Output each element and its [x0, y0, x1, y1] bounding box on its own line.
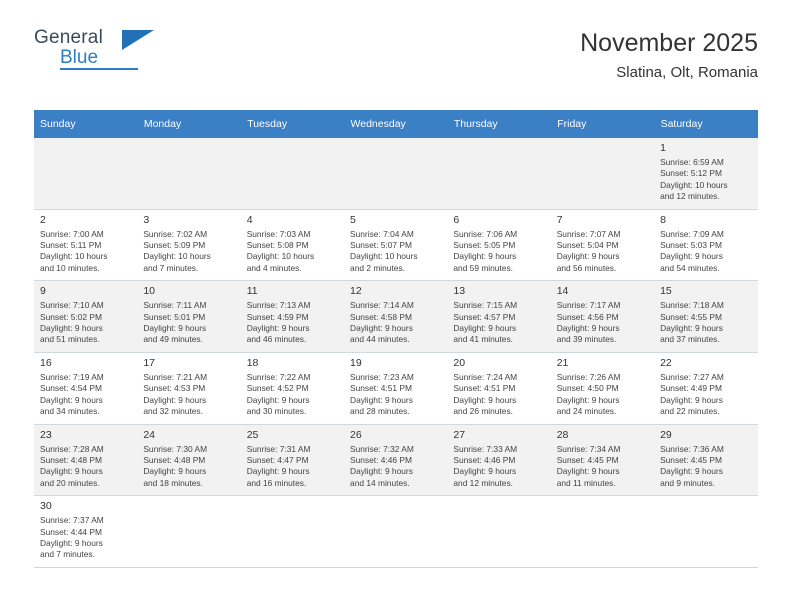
day-daylight2-text: and 12 minutes. [660, 191, 720, 202]
day-sunrise-text: Sunrise: 7:15 AM [453, 300, 518, 311]
day-sunset-text: Sunset: 4:51 PM [453, 383, 516, 394]
day-daylight2-text: and 54 minutes. [660, 262, 720, 273]
day-number: 26 [350, 428, 362, 441]
day-sunrise-text: Sunrise: 7:07 AM [556, 228, 621, 239]
day-daylight2-text: and 7 minutes. [40, 549, 95, 560]
day-daylight1-text: Daylight: 9 hours [40, 537, 103, 548]
calendar-day-cell [34, 209, 137, 281]
calendar-body [34, 138, 758, 567]
day-sunrise-text: Sunrise: 7:17 AM [556, 300, 621, 311]
day-sunrise-text: Sunrise: 7:30 AM [143, 443, 208, 454]
day-sunrise-text: Sunrise: 7:37 AM [40, 515, 104, 526]
calendar-day-cell [344, 209, 447, 281]
day-sunrise-text: Sunrise: 7:33 AM [453, 443, 518, 454]
logo-triangle-icon [122, 30, 154, 50]
day-sunset-text: Sunset: 4:48 PM [143, 454, 206, 465]
day-sunrise-text: Sunrise: 6:59 AM [660, 157, 724, 167]
calendar-day-cell [447, 209, 550, 281]
day-sunrise-text: Sunrise: 7:11 AM [143, 300, 207, 311]
day-daylight1-text: Daylight: 9 hours [246, 466, 310, 477]
day-number: 11 [246, 285, 258, 298]
day-daylight1-text: Daylight: 9 hours [453, 323, 517, 334]
day-daylight1-text: Daylight: 9 hours [350, 394, 413, 405]
calendar-cell-empty [241, 138, 344, 209]
day-sunrise-text: Sunrise: 7:26 AM [556, 371, 621, 382]
calendar-cell-empty [241, 496, 344, 568]
calendar-day-cell [447, 424, 550, 496]
day-number: 7 [556, 213, 563, 226]
calendar-week-row [34, 424, 758, 496]
day-daylight2-text: and 34 minutes. [40, 406, 100, 417]
calendar-cell-empty [551, 496, 654, 568]
day-number: 20 [453, 356, 466, 369]
calendar-cell-empty [551, 138, 654, 209]
day-number: 17 [143, 356, 156, 369]
calendar-table [34, 110, 758, 568]
calendar-cell-empty [137, 138, 240, 209]
calendar-cell-empty [34, 138, 137, 209]
day-number: 29 [660, 428, 672, 441]
day-number: 27 [453, 428, 466, 441]
day-number: 21 [556, 356, 569, 369]
day-sunrise-text: Sunrise: 7:02 AM [143, 228, 208, 239]
day-daylight1-text: Daylight: 9 hours [556, 323, 620, 334]
page-header [34, 0, 758, 96]
day-sunset-text: Sunset: 5:09 PM [143, 240, 206, 251]
day-sunrise-text: Sunrise: 7:36 AM [660, 443, 724, 454]
calendar-day-cell [241, 281, 344, 353]
day-sunrise-text: Sunrise: 7:34 AM [556, 443, 621, 454]
day-daylight1-text: Daylight: 9 hours [660, 323, 723, 334]
calendar-day-cell [551, 209, 654, 281]
calendar-day-cell [654, 138, 757, 209]
day-number: 28 [556, 428, 569, 441]
calendar-day-cell [34, 424, 137, 496]
day-daylight2-text: and 59 minutes. [453, 262, 513, 273]
day-sunrise-text: Sunrise: 7:14 AM [350, 300, 414, 311]
day-daylight2-text: and 11 minutes. [556, 477, 616, 488]
calendar-day-cell [344, 424, 447, 496]
day-sunset-text: Sunset: 5:08 PM [246, 240, 309, 251]
calendar-day-cell [344, 281, 447, 353]
day-number: 6 [453, 213, 460, 226]
weekday-header-row [34, 110, 758, 138]
calendar-week-row [34, 352, 758, 424]
day-daylight2-text: and 18 minutes. [143, 477, 203, 488]
day-daylight1-text: Daylight: 9 hours [350, 323, 413, 334]
day-daylight1-text: Daylight: 10 hours [40, 251, 108, 262]
day-sunrise-text: Sunrise: 7:18 AM [660, 300, 724, 311]
day-number: 3 [143, 213, 150, 226]
day-daylight2-text: and 20 minutes. [40, 477, 100, 488]
day-number: 22 [660, 356, 672, 369]
day-sunrise-text: Sunrise: 7:00 AM [40, 228, 104, 239]
day-daylight2-text: and 4 minutes. [246, 262, 302, 273]
day-daylight1-text: Daylight: 9 hours [246, 394, 310, 405]
day-daylight1-text: Daylight: 9 hours [660, 251, 723, 262]
calendar-cell-empty [137, 496, 240, 568]
day-daylight1-text: Daylight: 9 hours [556, 394, 620, 405]
day-daylight1-text: Daylight: 10 hours [350, 251, 418, 262]
calendar-day-cell [344, 352, 447, 424]
calendar-week-row [34, 496, 758, 568]
day-daylight1-text: Daylight: 9 hours [246, 323, 310, 334]
day-sunset-text: Sunset: 4:50 PM [556, 383, 619, 394]
day-daylight2-text: and 10 minutes. [40, 262, 100, 273]
day-daylight1-text: Daylight: 10 hours [660, 179, 728, 190]
day-number: 9 [40, 285, 46, 298]
calendar-day-cell [137, 424, 240, 496]
day-sunrise-text: Sunrise: 7:10 AM [40, 300, 104, 311]
page-subtitle: Slatina, Olt, Romania [616, 64, 758, 81]
day-daylight1-text: Daylight: 10 hours [143, 251, 211, 262]
calendar-cell-empty [447, 496, 550, 568]
calendar-day-cell [241, 424, 344, 496]
day-daylight2-text: and 37 minutes. [660, 334, 720, 345]
calendar-week-row [34, 138, 758, 209]
day-number: 25 [246, 428, 259, 441]
day-daylight2-text: and 7 minutes. [143, 262, 199, 273]
day-daylight2-text: and 14 minutes. [350, 477, 410, 488]
day-sunset-text: Sunset: 5:05 PM [453, 240, 516, 251]
calendar-day-cell [447, 281, 550, 353]
calendar-day-cell [654, 209, 757, 281]
day-number: 13 [453, 285, 466, 298]
calendar-week-row [34, 281, 758, 353]
day-daylight1-text: Daylight: 9 hours [660, 394, 723, 405]
day-sunset-text: Sunset: 5:01 PM [143, 311, 206, 322]
day-daylight2-text: and 22 minutes. [660, 406, 720, 417]
weekday-monday: Monday [137, 110, 240, 138]
calendar-day-cell [551, 424, 654, 496]
day-number: 5 [350, 213, 356, 226]
calendar-week-row [34, 209, 758, 281]
day-daylight1-text: Daylight: 9 hours [143, 323, 207, 334]
day-sunset-text: Sunset: 4:58 PM [350, 311, 412, 322]
day-sunset-text: Sunset: 4:47 PM [246, 454, 309, 465]
day-number: 4 [246, 213, 253, 226]
title-block [580, 28, 758, 84]
day-daylight1-text: Daylight: 9 hours [40, 323, 103, 334]
calendar-day-cell [551, 281, 654, 353]
weekday-wednesday: Wednesday [344, 110, 447, 138]
day-sunrise-text: Sunrise: 7:32 AM [350, 443, 414, 454]
day-sunrise-text: Sunrise: 7:28 AM [40, 443, 104, 454]
day-daylight2-text: and 24 minutes. [556, 406, 617, 417]
day-sunrise-text: Sunrise: 7:21 AM [143, 371, 208, 382]
day-number: 10 [143, 285, 156, 298]
day-daylight1-text: Daylight: 9 hours [453, 394, 517, 405]
day-number: 15 [660, 285, 672, 298]
logo-text-general: General [34, 27, 103, 48]
day-sunrise-text: Sunrise: 7:09 AM [660, 228, 724, 239]
day-daylight2-text: and 30 minutes. [246, 406, 307, 417]
day-daylight1-text: Daylight: 9 hours [40, 466, 103, 477]
logo-text-blue: Blue [60, 47, 99, 68]
day-daylight2-text: and 9 minutes. [660, 477, 715, 488]
calendar-day-cell [241, 209, 344, 281]
day-daylight2-text: and 51 minutes. [40, 334, 100, 345]
day-sunset-text: Sunset: 5:02 PM [40, 311, 102, 322]
day-daylight2-text: and 44 minutes. [350, 334, 410, 345]
calendar-day-cell [34, 352, 137, 424]
day-sunrise-text: Sunrise: 7:06 AM [453, 228, 518, 239]
calendar-day-cell [241, 352, 344, 424]
day-number: 19 [350, 356, 362, 369]
calendar-day-cell [34, 281, 137, 353]
day-sunset-text: Sunset: 5:11 PM [40, 240, 102, 251]
day-sunrise-text: Sunrise: 7:03 AM [246, 228, 311, 239]
day-sunset-text: Sunset: 4:48 PM [40, 454, 102, 465]
day-daylight2-text: and 46 minutes. [246, 334, 307, 345]
day-daylight2-text: and 16 minutes. [246, 477, 307, 488]
day-sunrise-text: Sunrise: 7:24 AM [453, 371, 518, 382]
day-number: 23 [40, 428, 52, 441]
day-sunrise-text: Sunrise: 7:13 AM [246, 300, 311, 311]
day-daylight2-text: and 28 minutes. [350, 406, 410, 417]
day-number: 14 [556, 285, 569, 298]
weekday-saturday: Saturday [654, 110, 757, 138]
day-number: 2 [40, 213, 46, 226]
calendar-day-cell [447, 352, 550, 424]
day-sunset-text: Sunset: 4:45 PM [556, 454, 619, 465]
day-sunset-text: Sunset: 4:49 PM [660, 383, 722, 394]
day-daylight1-text: Daylight: 9 hours [660, 466, 723, 477]
day-number: 24 [143, 428, 156, 441]
day-daylight1-text: Daylight: 9 hours [350, 466, 413, 477]
day-sunset-text: Sunset: 4:55 PM [660, 311, 722, 322]
day-sunset-text: Sunset: 4:46 PM [453, 454, 516, 465]
day-sunset-text: Sunset: 5:07 PM [350, 240, 412, 251]
day-daylight2-text: and 12 minutes. [453, 477, 513, 488]
day-sunrise-text: Sunrise: 7:19 AM [40, 371, 104, 382]
calendar-day-cell [137, 281, 240, 353]
day-sunset-text: Sunset: 4:59 PM [246, 311, 309, 322]
weekday-thursday: Thursday [447, 110, 550, 138]
calendar-day-cell [654, 424, 757, 496]
calendar-day-cell [137, 352, 240, 424]
day-number: 8 [660, 213, 666, 226]
day-number: 18 [246, 356, 259, 369]
day-daylight1-text: Daylight: 9 hours [40, 394, 103, 405]
calendar-day-cell [654, 352, 757, 424]
weekday-friday: Friday [551, 110, 654, 138]
day-sunset-text: Sunset: 5:12 PM [660, 168, 722, 179]
page-title: November 2025 [580, 29, 758, 57]
day-sunrise-text: Sunrise: 7:04 AM [350, 228, 414, 239]
day-daylight1-text: Daylight: 9 hours [453, 251, 517, 262]
day-sunset-text: Sunset: 4:56 PM [556, 311, 619, 322]
day-sunset-text: Sunset: 4:57 PM [453, 311, 516, 322]
day-daylight1-text: Daylight: 9 hours [556, 251, 620, 262]
day-sunset-text: Sunset: 4:44 PM [40, 526, 102, 537]
day-daylight2-text: and 49 minutes. [143, 334, 203, 345]
day-sunrise-text: Sunrise: 7:23 AM [350, 371, 414, 382]
day-daylight2-text: and 26 minutes. [453, 406, 513, 417]
day-sunset-text: Sunset: 4:54 PM [40, 383, 102, 394]
calendar-day-cell [551, 352, 654, 424]
day-sunset-text: Sunset: 4:52 PM [246, 383, 309, 394]
day-daylight2-text: and 32 minutes. [143, 406, 203, 417]
day-sunrise-text: Sunrise: 7:27 AM [660, 371, 724, 382]
day-daylight2-text: and 2 minutes. [350, 262, 405, 273]
day-daylight2-text: and 41 minutes. [453, 334, 513, 345]
day-number: 30 [40, 500, 52, 513]
weekday-tuesday: Tuesday [241, 110, 344, 138]
general-blue-logo [34, 28, 154, 76]
day-daylight2-text: and 39 minutes. [556, 334, 617, 345]
day-sunset-text: Sunset: 5:03 PM [660, 240, 722, 251]
day-daylight2-text: and 56 minutes. [556, 262, 617, 273]
day-daylight1-text: Daylight: 10 hours [246, 251, 315, 262]
day-daylight1-text: Daylight: 9 hours [556, 466, 620, 477]
day-number: 16 [40, 356, 52, 369]
weekday-sunday: Sunday [34, 110, 137, 138]
day-sunset-text: Sunset: 4:51 PM [350, 383, 412, 394]
calendar-day-cell [34, 496, 137, 568]
calendar-day-cell [654, 281, 757, 353]
calendar-day-cell [137, 209, 240, 281]
day-daylight1-text: Daylight: 9 hours [143, 466, 207, 477]
logo-underline [60, 68, 138, 70]
day-sunset-text: Sunset: 5:04 PM [556, 240, 619, 251]
day-daylight1-text: Daylight: 9 hours [143, 394, 207, 405]
calendar-cell-empty [344, 138, 447, 209]
day-number: 1 [660, 142, 666, 154]
day-sunset-text: Sunset: 4:46 PM [350, 454, 412, 465]
day-sunset-text: Sunset: 4:53 PM [143, 383, 206, 394]
calendar-cell-empty [654, 496, 757, 568]
day-number: 12 [350, 285, 362, 298]
day-sunset-text: Sunset: 4:45 PM [660, 454, 722, 465]
calendar-cell-empty [447, 138, 550, 209]
day-sunrise-text: Sunrise: 7:31 AM [246, 443, 311, 454]
day-sunrise-text: Sunrise: 7:22 AM [246, 371, 311, 382]
calendar-cell-empty [344, 496, 447, 568]
day-daylight1-text: Daylight: 9 hours [453, 466, 517, 477]
